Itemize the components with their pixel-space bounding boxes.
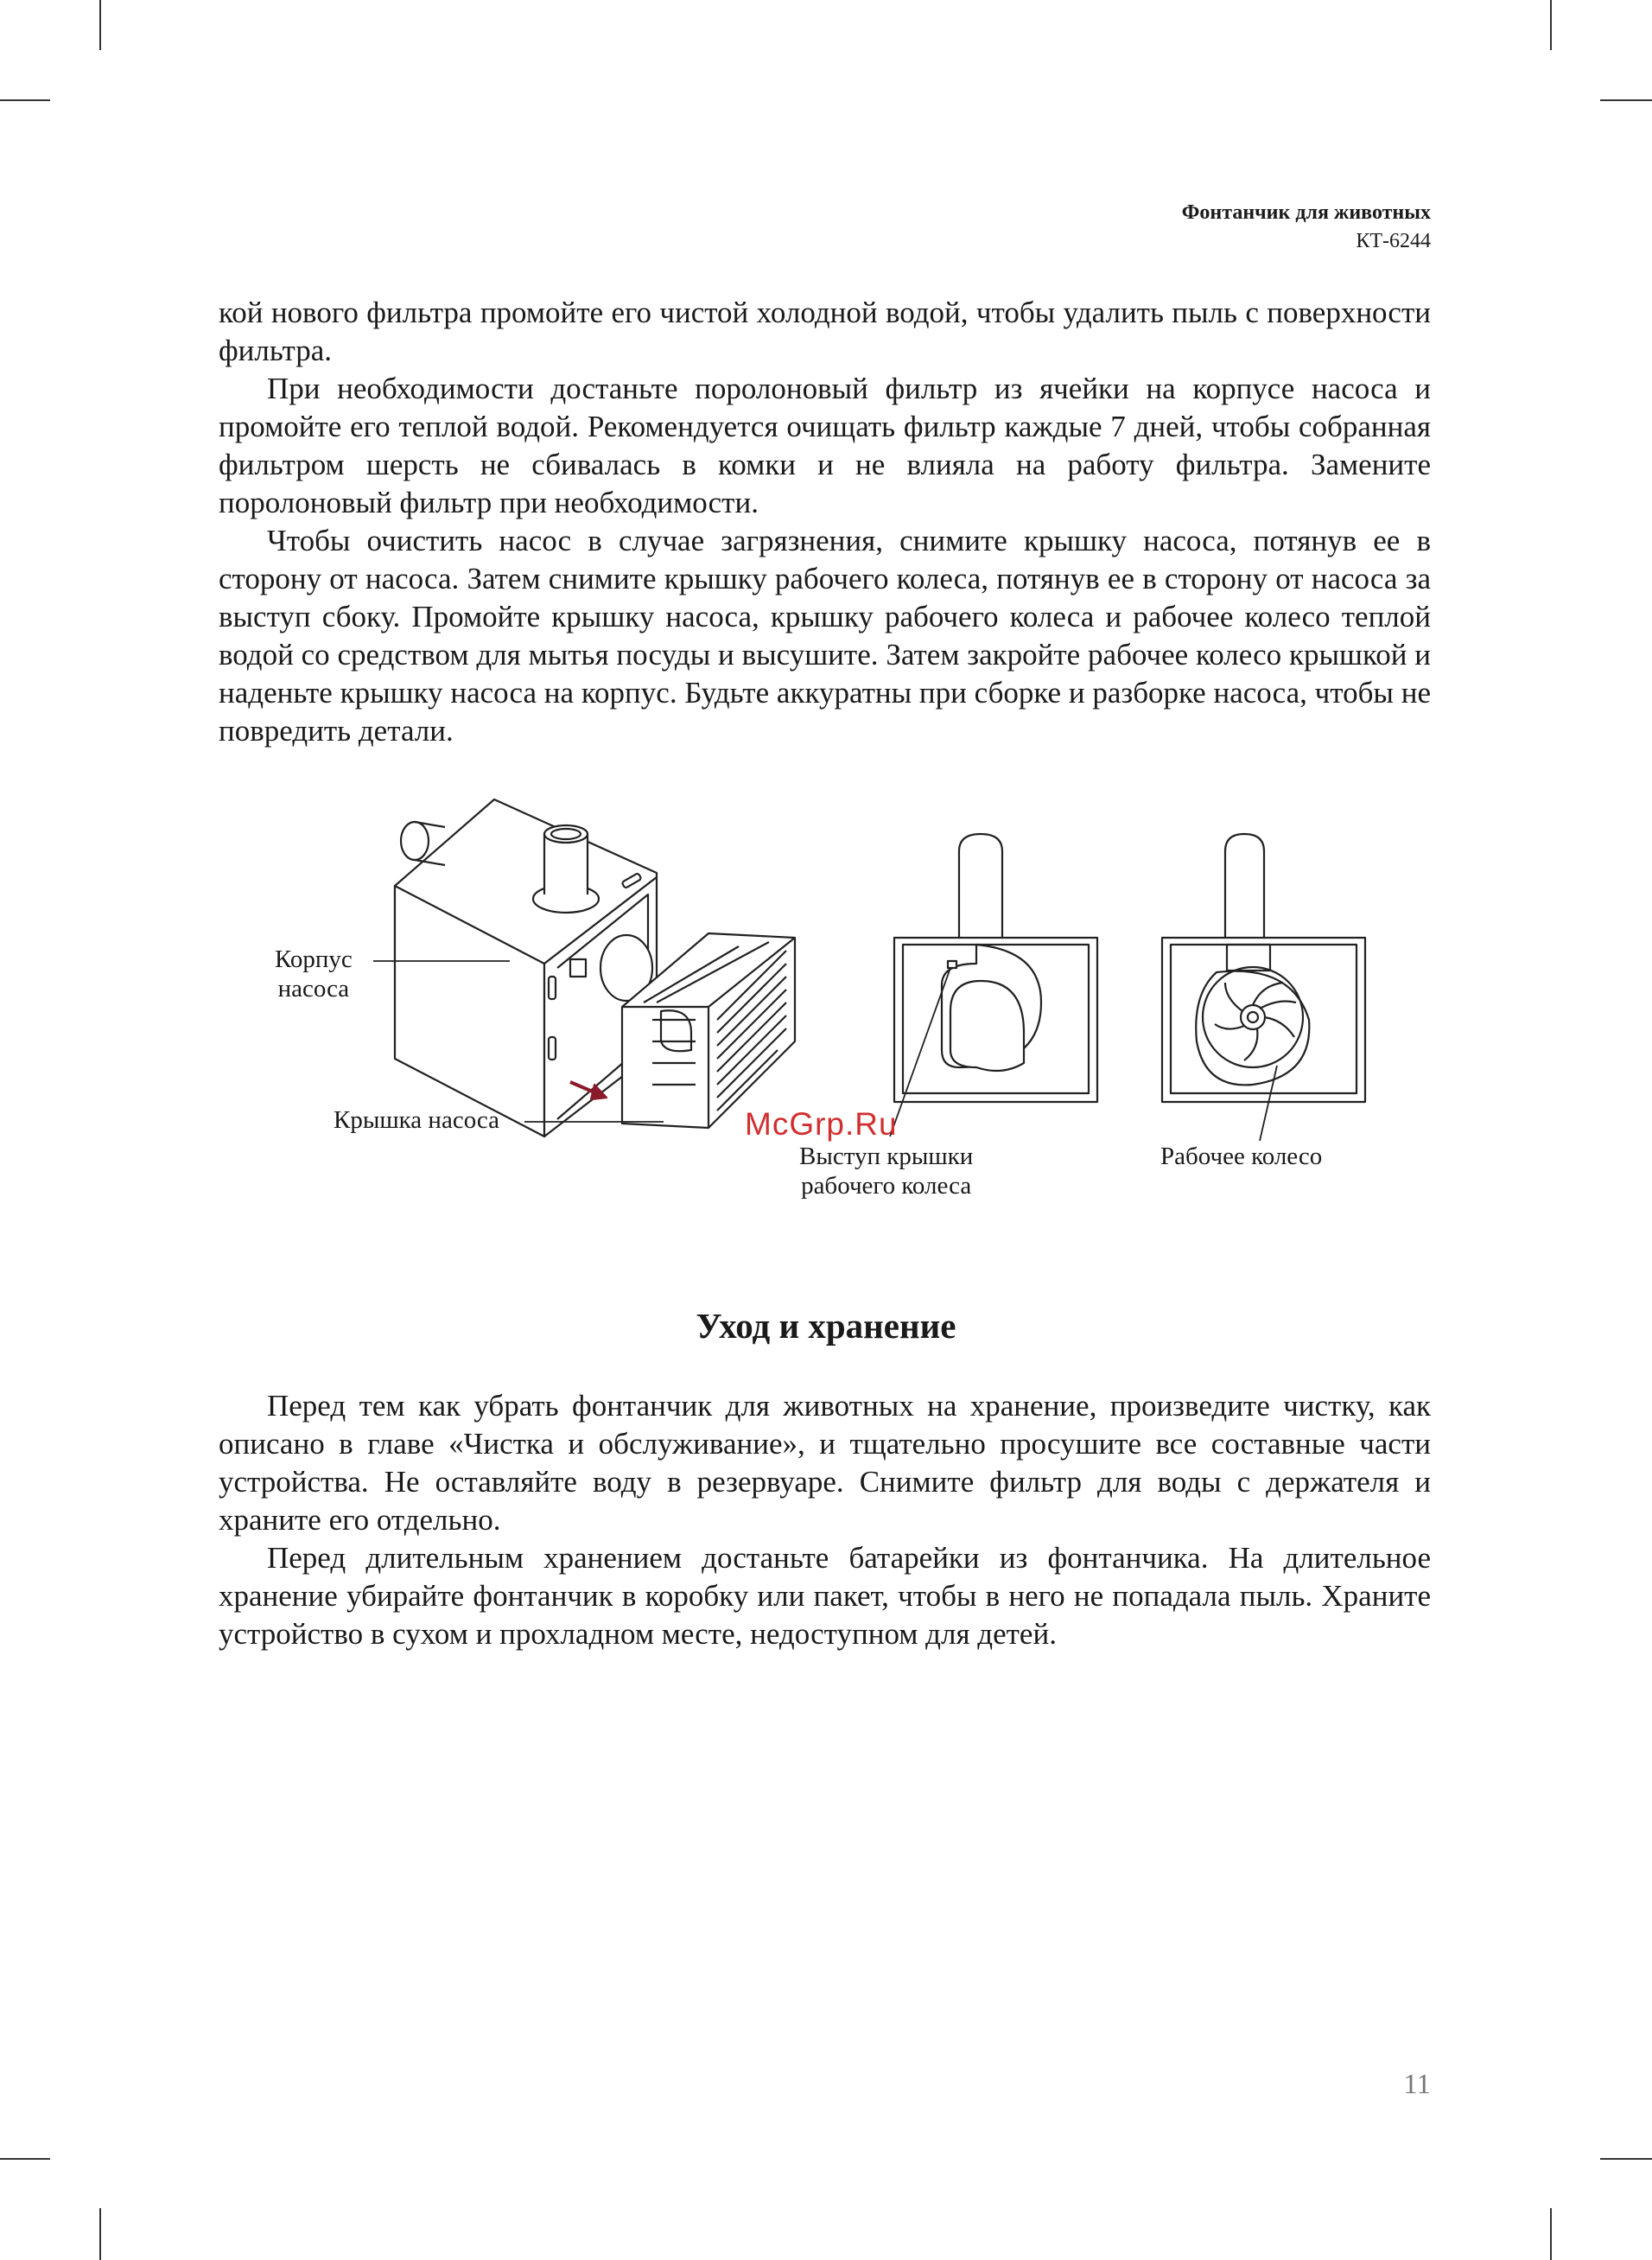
label-pump-body [275, 945, 353, 1003]
label-pump-body-line2: насоса [277, 975, 350, 1003]
paragraph: Чтобы очистить насос в случае загрязнения, снимите крышку насоса, потянув ее в сторону от насоса. Затем снимите крышку рабочего колеса, потянув ее в сторону от насоса за выступ сбоку. Промойте крышку насоса, крышку рабочего колеса и рабочее колесо теплой водой со средством для мытья посуды и высушите. Затем закройте рабочее колесо крышкой и наденьте крышку насоса на корпус. Будьте аккуратны при сборке и разборке насоса, чтобы не повредить детали. [219, 524, 1431, 748]
crop-mark [1600, 99, 1652, 101]
page-number: 11 [1403, 2069, 1431, 2100]
label-pump-cover: Крышка насоса [334, 1106, 500, 1134]
label-impeller: Рабочее колесо [1160, 1143, 1323, 1170]
crop-mark [1600, 2158, 1652, 2160]
header-model: КТ-6244 [1356, 230, 1431, 252]
pump-body-drawing [395, 799, 657, 1136]
crop-mark [1550, 0, 1552, 50]
impeller-cover-front-drawing [890, 834, 1097, 1136]
body-text-top [219, 294, 1431, 750]
label-pump-body-line1: Корпус [275, 945, 353, 973]
crop-mark [1550, 2208, 1552, 2260]
paragraph: кой нового фильтра промойте его чистой холодной водой, чтобы удалить пыль с поверхности фильтра. [219, 296, 1431, 367]
pump-diagram [259, 791, 1400, 1223]
watermark: McGrp.Ru [745, 1106, 898, 1142]
header-title: Фонтанчик для животных [1181, 201, 1431, 224]
crop-mark [99, 0, 101, 50]
crop-mark [99, 2208, 101, 2260]
paragraph: Перед тем как убрать фонтанчик для животных на хранение, произведите чистку, как описано в главе «Чистка и обслуживание», и тщательно просушите все составные части устройства. Не оставляйте воду в резервуаре. Снимите фильтр для воды с держателя и храните его отдельно. [219, 1389, 1431, 1537]
paragraph: При необходимости достаньте поролоновый фильтр из ячейки на корпусе насоса и промойте его теплой водой. Рекомендуется очищать фильтр каждые 7 дней, чтобы собранная фильтром шерсть не сбивалась в комки и не влияла на работу фильтра. Замените поролоновый фильтр при необходимости. [219, 372, 1431, 519]
label-tab-line2: рабочего колеса [801, 1172, 972, 1200]
crop-mark [0, 99, 50, 101]
label-impeller-cover-tab [799, 1142, 973, 1200]
section-heading: Уход и хранение [696, 1306, 956, 1346]
crop-mark [0, 2158, 50, 2160]
body-text-bottom [219, 1387, 1431, 1653]
impeller-drawing [1162, 834, 1365, 1141]
paragraph: Перед длительным хранением достаньте батарейки из фонтанчика. На длительное хранение убирайте фонтанчик в коробку или пакет, чтобы в него не попадала пыль. Храните устройство в сухом и прохладном месте, недоступном для детей. [219, 1541, 1431, 1651]
label-tab-line1: Выступ крышки [799, 1143, 974, 1170]
running-header [1182, 199, 1431, 256]
